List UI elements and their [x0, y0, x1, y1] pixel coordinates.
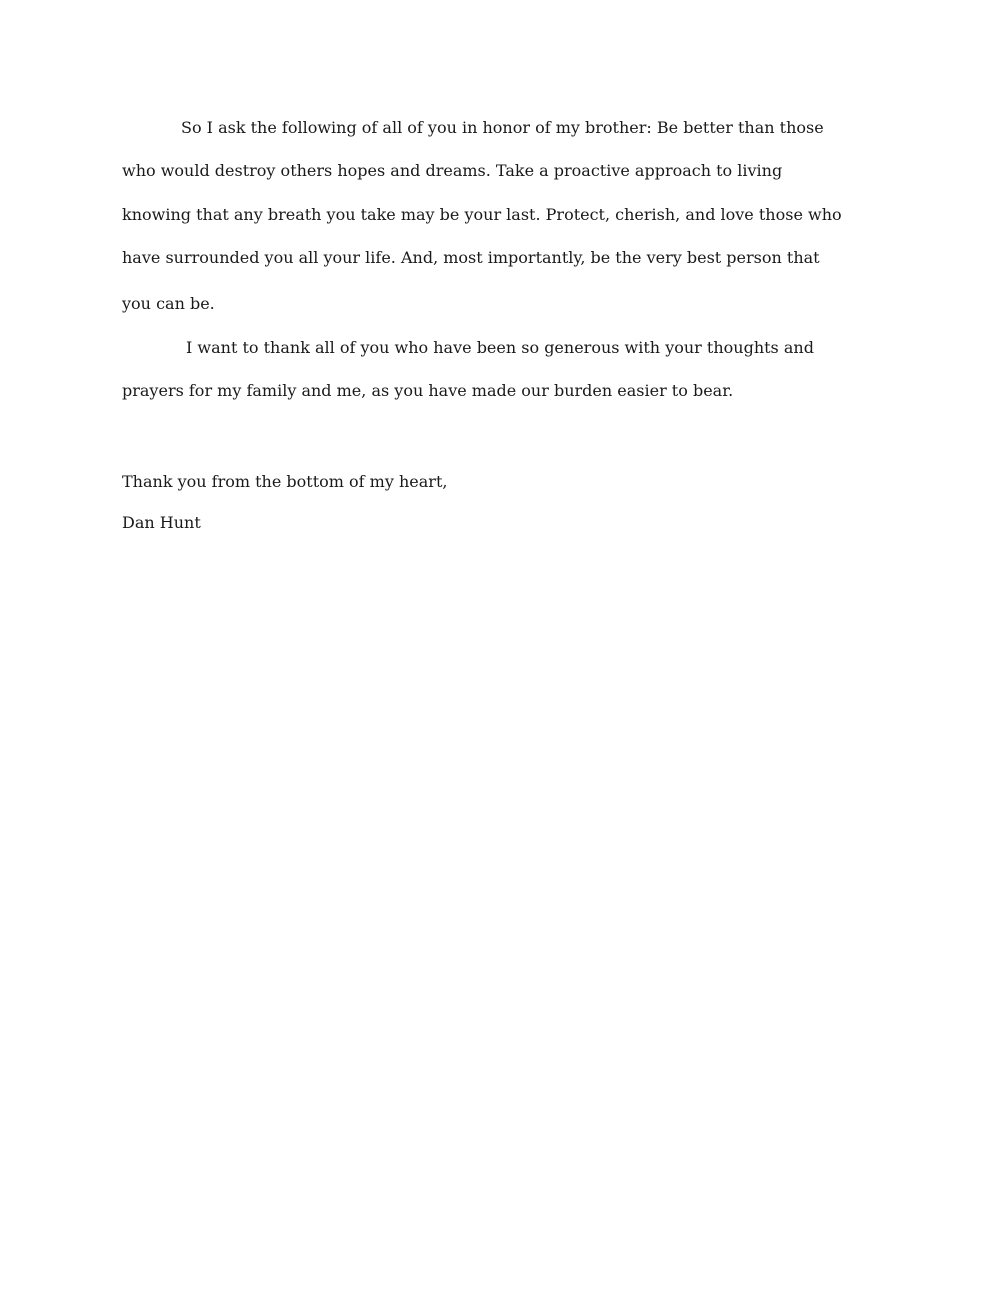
- paragraph-2-line-2: prayers for my family and me, as you have made our burden easier to bear.: [122, 381, 734, 400]
- paragraph-1-line-4: have surrounded you all your life. And, most importantly, be the very best person that: [122, 248, 820, 267]
- paragraph-1-line-5: you can be.: [122, 294, 215, 313]
- paragraph-1-line-1: So I ask the following of all of you in honor of my brother: Be better than those: [181, 118, 824, 137]
- paragraph-2-line-1: I want to thank all of you who have been so generous with your thoughts and: [186, 338, 814, 357]
- signature: Dan Hunt: [122, 513, 201, 532]
- closing-line: Thank you from the bottom of my heart,: [122, 472, 448, 491]
- paragraph-1-line-3: knowing that any breath you take may be your last. Protect, cherish, and love those who: [122, 205, 842, 224]
- paragraph-1-line-2: who would destroy others hopes and dreams. Take a proactive approach to living: [122, 161, 783, 180]
